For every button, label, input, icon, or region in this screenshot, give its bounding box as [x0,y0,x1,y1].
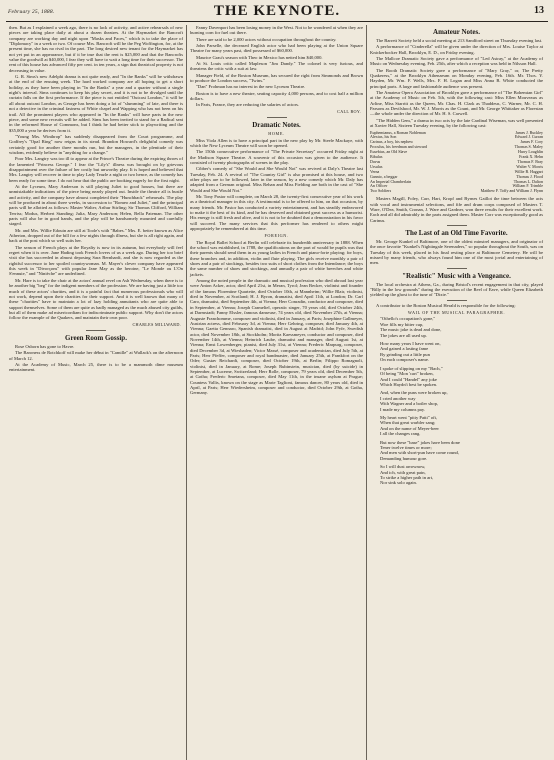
cast-actor: James F. Cory [520,139,543,145]
cast-role: Ursulus [370,163,383,169]
poem-stanza [380,440,543,462]
poem-stanza [380,464,543,486]
note-item: John Parselle, the deceased English actor who had been playing at the Union Square Theatre for many years past, died possessed of $60,000. [190,43,363,54]
paragraph: At the Lyceum, Mary Anderson is still playing Juliet to good houses, but there are unmistakable indications of the piece being nearly played out. Inside the theatre all is bustle and activity, and the company have almost completed their "Hunchback" rehearsals. The play will be produced in about three weeks, in succession to "Romeo and Juliet," and the principal parts will be allotted as follows: Master Walter, Arthur Stirling; Sir Thomas Clifford, William Terriss; Modus, Herbert Standing; Julia, Mary Anderson; Helen, Bella Pateman. The other parts will also be in good hands, and the play will be handsomely mounted and carefully staged. [9,183,183,227]
note-item: Maurice Grau's season with Theo in Mexico has netted him $40,000. [196,54,323,60]
cast-actor: Walter V. Morris [516,163,543,169]
gossip-item: The Baroness de Rotchkoff will make her début in "Camille" at Wallack's on the afternoon of March 12. [9,350,183,361]
foreign-subheading: FOREIGN. [264,233,289,239]
note-item: At St. Louis critic called Mapleson "Jim Dandy." The colonel is very furious, and threatens the critic with a suit at law. [190,61,363,72]
cast-role: Verna [370,168,380,174]
note-item: Fanny Davenport has been losing money in the West. Not to be wondered at when they are burning corn for fuel out there. [190,25,363,36]
poem-stanza [380,366,543,388]
divider [447,300,467,301]
poem-stanza [380,316,543,338]
column-2 [186,25,366,760]
cast-role: Bibulus [370,154,383,160]
cast-actor: Thomas S. Maley [514,144,543,150]
cast-actor: Thomas L. Dalton [513,178,543,184]
foreign-note: Among the noted people in the dramatic and musical profession who died abroad last year were Anton Acker, actor, died April 21st, in Meran, Tyrol; Jean Becker, violinist and founder of the famous Florentine Quartette, died October 10th, at Mannheim; Willie Blair, violinist, died in November, at Scotland; H. J. Byron, dramatist, died April 11th, at London; Dr. Carl Caro, dramatist, died September 4th, at Vienna; Herr Conradin, conductor and composer, died in September, at Vienna; Joseph Crameliel, operatic singer, 70 years old, died October 24th, at Darmstadt; Fanny Elssler, famous danseuse, 74 years old, died November 27th, at Vienna; Auguste Franchomme, composer and violinist, died in January, at Paris; Josephine Gallmeyer, Austrian actress, died February 3d, at Vienna; Herr Gehring, composer, died January 4th, at Vienna; Gaetta Gennaro, Spanish dramatist, died in August at Madrid; John Fyfe, Swedish actor, died November 18th, at Stockholm; Moritz Kaessmeyer, conductor and composer, died November 14th, at Vienna; Heinrich Laube, dramatist and manager, died August 1st, at Vienna; Ernst Lowenberger, pianist, died July 31st, at Vienna; Frederic Marpurg, composer, died December 3d, at Wiesbaden; Victor Massé, composer and academician, died July 5th, at Paris; Herr Pfeffer, composer and royal bandmaster, died January 25th, at Frankfort on the Oder; Gustav Reichardt, composer, died October 19th, at Berlin; Filippo Romagnoli, violinist, died in January, at Rome; Joseph Rubinstein, musician, died (by suicide) in September, at Lucerne, Switzerland; Herr Rolle, composer, 79 years old, died December 5th, at Gotha; Frederic Smetana, composer, died May 11th, in the insane asylum at Prague; Countess Vallis, known on the stage as Marie Taglioni, famous dancer, 80 years old, died in April, at Paris; Herr Wiedersheim, composer and conductor, died October 29th, at Gotha, Germany. [190,278,363,396]
home-note: The 150th consecutive performance of "The Private Secretary" occurred Friday night at the Madison Square Theatre. A souvenir of this occasion was given to the audience. It consisted of twenty photographs of scenes in the play. [190,149,363,165]
dramatic-heading: Dramatic Notes. [252,121,301,130]
cast-actor: Thomas F. Bray [517,158,543,164]
cast-row [370,189,543,194]
notes-section [190,25,363,108]
amateur-heading: Amateur Notes. [433,28,480,36]
page-number: 13 [534,5,544,16]
note-item: There are said to be 2,000 actors without occupation throughout the country. [196,36,337,42]
poem-line: Which Haydn't best be spoken. [380,381,438,387]
foreign-note: The Royal Ballet School at Berlin will celebrate its hundredth anniversary in 1888. When the school was established, in 1788, the qualifications on the part of would be pupils was that their parents should send them in as young ladies in French and piano-forte playing; for boys, these branches and, in addition, violin and flute playing. The girls receive monthly a pair of shoes and a pair of stockings, besides two suits of short clothes from the Intendance; the boys the same number of shoes and stockings, and annually a pair of white breeches and white jackets. [190,239,363,277]
column-3 [366,25,546,760]
column-1 [6,25,186,760]
poem-line: And ich, with great pain, [380,469,426,475]
cast-role: Alexius, his Son [370,134,397,140]
cast-actor: Matthew F. Toffy and William J. Flynn [480,188,543,194]
cast-role: Gannio, a beggar [370,173,398,179]
cast-list [370,131,543,195]
cast-role: Proculus, his freedman and steward [370,144,427,150]
poem-line: My heart went "pitty Patti" oft, [380,414,438,420]
note-item: "Dan" Frohman has no interest in the new Lyceum Theatre. [196,84,306,90]
cast-role: Carinus, a boy, his nephew [370,139,414,145]
poem-line: And, when the puns were broken up, [380,390,448,396]
foreign-notes [190,240,363,396]
realistic-note: The local orchestra at Athens, Ga., during Bristol's recent engagement in that city, played "Billy in the low grounds" during the execution of the Reel of Eave, while Queen Elizabeth yielded up the ghost to the tune of "Dixie." [370,281,543,298]
home-subheading: HOME. [268,131,285,137]
poem-line: I made my columns pay. [380,406,425,412]
poem-line: By grinding out a little pun [380,351,430,357]
cast-actor: Thomas J. Flood [516,173,543,179]
cast-role: An Officer [370,183,388,189]
contributor-note: A contributor to the Boston Musical Herald is responsible for the following: [376,302,516,308]
poem-line: Of being "Mon 'cart" broken, [380,371,434,377]
paragraph: "Young Mrs. Winthrop" has suddenly disappeared from the Court programme, and Godfrey's "Opal Ring" now reigns in its stead. Brandon Howard's delightful comedy was certainly good for another three months run, but the managers, in the plenitude of their wisdom, evidently believe in "anything for a change." [9,133,183,155]
cast-actor: Edward J. Curran [514,134,543,140]
paragraph: then. But as I explained a week ago, there is no lack of activity, and active rehearsals of new pieces are taking place daily at about a dozen theatres. At the Haymarket the Bancroft company are working day and night upon "Masks and Faces," which is to take the place of "Diplomacy" in a week or two. Of course Mrs. Bancroft will be the Peg Woffington, for, at the present time, she has no rival in the part. The long desired new tenant for the Haymarket has not yet put in an appearance, but if it be true that the rent is $25,000 and that the Bancrofts value the goodwill at $40,000, I fear they will have to wait a long time for their successor. The rent of this house has advanced fifty per cent. in ten years, a sign that theatrical property is not decreasing in value. [9,25,183,73]
poem-line: And on the name of Meyer-beer [380,425,439,431]
poem-line: And men with short-pun have come round, [380,450,459,456]
poem-line: Nor sink solo again. [380,480,418,486]
amateur-notes [370,38,543,129]
cast-role: Two Soldiers [370,188,392,194]
poem-line: Demanding humour gore. [380,455,428,461]
amateur-note: A performance of "Cinderella" will be given under the direction of Mrs. Louise Taylor at Knickerbocker Hall, Brooklyn, E. D., on Friday evening. [370,44,543,55]
poem-line: I cried another way [380,395,416,401]
cast-role: An Imperial Chamberlain [370,178,412,184]
amateur-note: The Booth Dramatic Society gave a performance of "Mary Gray," or, The Pretty Quakeress," at the Brooklyn Athenaeum on Monday evening, Feb. 16th. Mr. Thos. Y. Hayden, Mr. Wm. F. Wells, Mrs. F. H. Logan and Miss Anna B. White conducted the principal parts. A large and fashionable audience was present. [370,67,543,89]
oldtime-note: Mr. George Kunkel of Baltimore, one of the oldest minstrel managers, and originator of the once favorite "Kunkel's Nightingale Serenaders," so popular throughout the South, was on Tuesday of this week, placed in his final resting place at Baltimore Cemetery. He will be missed by many friends, who always found him one of the most jovial and entertaining of men. [370,239,543,266]
realistic-heading: "Realistic" Music with a Vengeance. [402,271,511,280]
cast-actor: James J. Buckley [515,129,543,135]
amateur-notes-cont [370,196,543,223]
poem [380,316,543,485]
poem-line: Tener twelve times or more; [380,444,432,450]
cast-actor: Harry Loughlin [518,149,543,155]
author-signature: CHARLES MILLWARD. [132,321,181,327]
home-note: Miss Viola Allen is to have a principal part in the new play by Mr. Steele Mackaye, with which the New Lyceum Theatre will soon be opened. [190,137,363,148]
masthead [6,3,548,22]
poem-line: To strike a higher path in art, [380,475,434,480]
home-note: Mr. Tony Pastor will complete, on March 28, the twenty-first consecutive year of his work as a theatrical manager in this city. A testimonial is to be offered to him, on that occasion, by many friends. Mr. Pastor has conducted a variety entertainment, and has steadily endeavored to make it the best of its kind, and he has deserved and obtained great success as a humorist. His energy is still fresh and alive, and it is not to be doubted that a demonstration in his favor will succeed. The many services that this performer has rendered to others might appropriately be remembered at this time. [190,193,363,231]
columns [6,25,548,760]
amateur-note: The Mallcoe Dramatic Society gave a performance of "Led Astray," at the Academy of Music on Wednesday evening, Feb. 25th, after which a reception was held in Nilsson Hall. [370,56,543,67]
callboy-signature: CALL BOY. [337,108,361,114]
cast-actor: William F. Trimble [512,183,543,189]
poem-line: But now these "base" jokes have been done [380,439,460,445]
poem-line: I all the changes rang. [380,431,421,437]
poem-line: On each composer's name. [380,357,430,363]
amateur-note: Masters Magill, Foley, Carr, Hart, Kropf and Byrnes Gaillot the time between the acts with vocal and instrumental selections, and fife and drum corps composed of Masters T. Ware, O'Dea, Smith, Cronan, J. Ware and Gardner, won three results for their excellent work. Each and all did admirably in the parts assigned them. Master Corr was exceptionally good as Carinus. [370,196,543,223]
poem-line: How many years I have went on, [380,341,441,347]
oldtime-heading: The Last of an Old Time Favorite. [405,229,508,237]
amateur-note: The Barrett Society held a social meeting at 213 Sandford street on Thursday evening last. [376,38,543,43]
divider [447,268,467,269]
cast-role: Euphemianus, a Roman Nobleman [370,129,426,135]
amateur-note: The Amateur Opera Association of Brooklyn gave a performance of "The Bohemian Girl" at the Academy of Music on Feb. 5th, with the following cast: Miss Ellen Mouveaux as Arline, Miss Starritt as the Queen, Mr. Chas. H. Clark as Thaddeus, C. Warner, Mr. C. H. Parsons as Devilshoof, Mr. W. J. Morris as the Count, and Mr. George Whittaker as Florestan—the whole under the direction of Mr. H. S. Carwell. [370,90,543,117]
poem-line: When that great warbler sang; [380,420,436,426]
cast-role: Davus [370,158,381,164]
divider [86,330,106,331]
cast-actor: Frank X. Hehn [519,154,543,160]
poem-line: So I will dust arrownow, [380,464,426,470]
poem-line: "Othello's occupation's gone," [380,316,436,322]
cast-actor: Willie B. Haggart [514,168,543,174]
poem-title: WAIL OF THE MUSICAL PARAGRAPHER. [407,310,506,316]
gossip-item: At the Academy of Music, March 25, there is to be a mammoth dime museum entertainment. [9,361,183,373]
paragraph: G. R. Sims's new Adelphi drama is not quite ready, and "In the Ranks" will be withdrawn at the end of the ensuing week. The hard worked company are all hoping to get a short holiday, as they have been playing in "In the Ranks" a year and a quarter without a single night's interval. Sims continues to keep his play secret, and it is not to be divulged until the curtain falls on the first performance. If the piece is not entitled "Outcast London," it will be all about outcast London, as George has been doing a lot of "slumming" of late, and there is not a detective in the criminal fastness of White chapel and Wapping who has not been on his trail. All the prominent players who appeared in "In the Ranks" will have parts in the new piece, and some new recruits will be added. Sims has been invited to stand for a Radical seat in the reformed House of Commons, but I think he had better stick to playwriting and the $35,000 a year he derives from it. [9,74,183,133]
poem-line: And I could "Handel" any joke [380,376,437,382]
poem-line: The jokes are all used up. [380,332,427,338]
poem-line: I spoke of slipping on my "Bach," [380,365,443,371]
publication-title: THE KEYNOTE. [213,3,341,19]
london-letter [9,25,183,321]
cast-role: Eusebius, an Old Slave [370,149,408,155]
oldtime-notes [370,239,543,266]
gossip-section [9,344,183,373]
amateur-note: "The Hidden Gem," a drama in two acts by the late Cardinal Wiseman, was well presented at Xavier Hall, Sixteen Tuesday evening, by the following cast: [370,117,543,129]
poem-line: The music joke is dead and done, [380,327,442,333]
poem-line: Woe fills my bitter cup, [380,321,424,327]
note-item: In Paris, France, they are reducing the salaries of actors. [196,102,300,108]
paragraph: Mr. Hare is to take the chair at the actors' annual revel on Ash Wednesday, when there is to be another big "beg" for the indigent members of the profession. We are having just a little too much of these actors' charities, and it is a painful fact that numerous professionals who will not work, depend upon their charities for their support. And it is well known that many of these "charities" have to maintain a lot of lazy holding annuitants who are quite able to support themselves. Some of them are quite as badly managed as the much abused city guilds, but all of them make ad misericordiam for indiscriminate public support. Why don't the actors follow the example of the Quakers, and maintain their own poor. [9,277,183,321]
home-note: Cibber's comedy of "She Would and She Would Not" was revived at Daly's Theatre last Tuesday, Feb. 24. A revival of "The Country Girl" is also promised at this house, and two other plays are to be followed, later in the season, by a new comedy which Mr. Daly has adapted from a German original. Miss Rehan and Miss Fielding are both in the cast of "She Would and She Would Not." [190,166,363,193]
gossip-heading: Green Room Gossip. [65,333,127,342]
divider [267,117,287,118]
home-notes [190,138,363,232]
divider [447,225,467,226]
poem-stanza [380,415,543,437]
note-item: Boston is to have a new theatre, seating capacity 4,000 persons, and to cost half a million dollars. [190,90,363,102]
paragraph: Mr. and Mrs. Willie Edouin are still at Toole's with "Babes." Mrs. E. better known as Alice Atherton, dropped out of the bill for a few nights through illness, but she is all right again, and back at the post which so well suits her. [9,227,183,244]
paragraph: The season of French plays at the Royalty is now in its autumn, but everybody will feel regret when it is over. Jane Hading took French lovers of us a week ago. During her too brief visit she has succeeded in almost deposing Sara Bernhardt, and she is now regarded as the rightful successor to her spoiled countrywoman. M. Mayer's clever company have appeared this week in "Divorçons" with popular Jane May as the heroine, "Le Monde ou L'On S'ennuie," and "Ninièche" are underlined. [9,244,183,277]
paragraph: Poor Mrs. Langtry was too ill to appear at the Prince's Theatre during the expiring throes of the lamented "Princess George." I fear the "Lily's" illness was brought on by grievous disappointment over the failure of her costly but unworthy play. It is hoped and believed that Mrs. Langtry will recover in time to play Lady Teazle a night or two hence, as the comedy has been ready for some time. I do not hear that the public are booking eagerly for the first night. [9,156,183,183]
poem-line: And gained a lasting fame [380,346,429,352]
gossip-item: Rose Osborn has gone to Havre. [15,343,75,349]
note-item: Manager Field, of the Boston Museum, has secured the right from Simmonds and Brown to produce the London success, "Twins." [190,72,363,84]
realistic-notes [370,282,543,298]
issue-date: February 25, 1888. [8,9,55,15]
poem-line: With Wagner and a boiler shop, [380,401,439,407]
poem-stanza [380,341,543,363]
poem-stanza [380,390,543,412]
